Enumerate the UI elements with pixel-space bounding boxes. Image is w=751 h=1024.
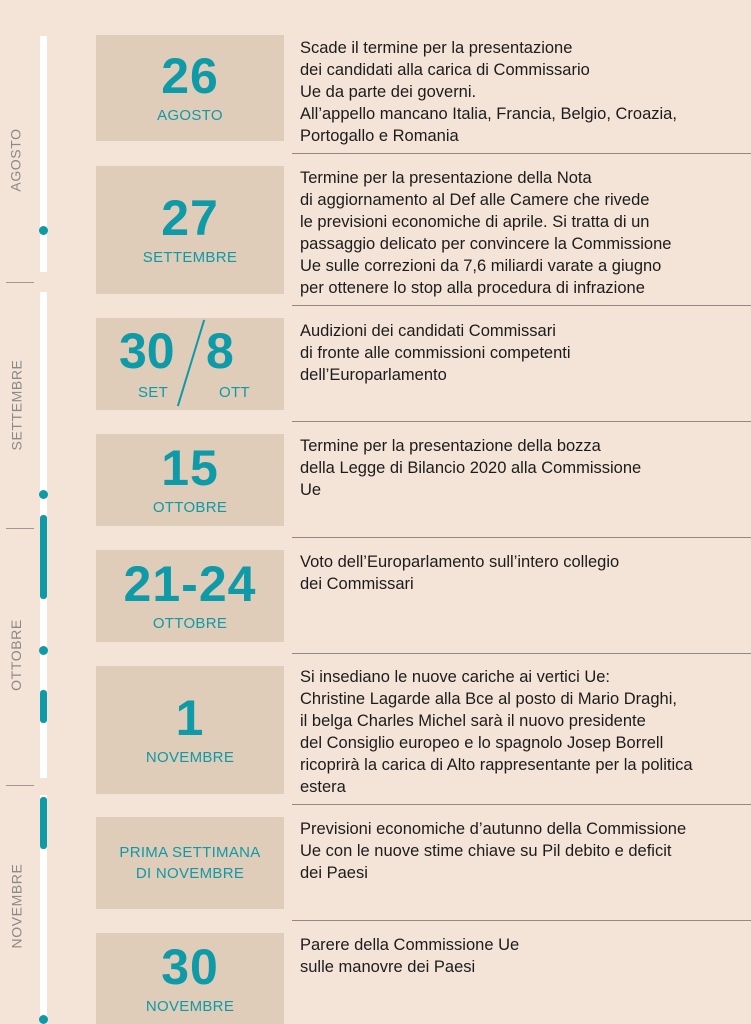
event-line: della Legge di Bilancio 2020 alla Commissione xyxy=(300,459,642,477)
date-box xyxy=(96,434,284,526)
timeline-marker-range xyxy=(40,515,47,599)
event-description xyxy=(300,320,748,386)
event-line: per ottenere lo stop alla procedura di infrazione xyxy=(300,279,645,297)
date-box xyxy=(96,550,284,642)
month-separator xyxy=(6,785,34,786)
date-day: 30 xyxy=(161,938,219,995)
date-box xyxy=(96,166,284,294)
event-description xyxy=(300,37,748,147)
month-label-text: NOVEMBRE xyxy=(8,863,24,949)
event-line: Voto dell’Europarlamento sull’intero collegio xyxy=(300,553,620,571)
month-label-settembre xyxy=(4,285,28,525)
month-separator xyxy=(6,528,34,529)
event-description xyxy=(300,934,748,978)
event-line: ricoprirà la carica di Alto rappresentante per la politica xyxy=(300,756,693,774)
timeline-marker-range xyxy=(40,690,47,723)
event-divider xyxy=(292,653,751,654)
month-label-text: SETTEMBRE xyxy=(8,359,24,451)
date-month: OTTOBRE xyxy=(152,499,228,516)
date-phrase-line: PRIMA SETTIMANA xyxy=(119,844,261,861)
timeline-marker-dot xyxy=(39,226,48,235)
date-month-end: OTT xyxy=(219,384,250,401)
date-range xyxy=(96,318,284,410)
month-label-ottobre xyxy=(4,530,28,780)
event-line: Ue xyxy=(300,481,322,499)
event-line: Previsioni economiche d’autunno della Commissione xyxy=(300,820,687,838)
timeline-marker-range xyxy=(40,797,47,849)
event-line: di aggiornamento al Def alle Camere che rivede xyxy=(300,191,650,209)
date-month: SETTEMBRE xyxy=(142,249,238,266)
event-line: Ue con le nuove stime chiave su Pil debito e deficit xyxy=(300,842,672,860)
event-line: Scade il termine per la presentazione xyxy=(300,39,573,57)
event-description xyxy=(300,666,748,798)
event-divider xyxy=(292,537,751,538)
event-divider xyxy=(292,305,751,306)
date-day: 1 xyxy=(175,690,205,746)
event-line: Christine Lagarde alla Bce al posto di Mario Draghi, xyxy=(300,690,677,708)
timeline-track xyxy=(40,292,47,520)
event-description xyxy=(300,818,748,884)
date-box xyxy=(96,666,284,794)
date-day-start: 30 xyxy=(119,323,175,379)
event-line: dei Paesi xyxy=(300,864,368,882)
event-line: di fronte alle commissioni competenti xyxy=(300,344,571,362)
event-line: Termine per la presentazione della Nota xyxy=(300,169,592,187)
event-line: dell’Europarlamento xyxy=(300,366,447,384)
event-description xyxy=(300,167,748,299)
event-line: passaggio delicato per convincere la Commissione xyxy=(300,235,672,253)
date-month: NOVEMBRE xyxy=(145,749,235,766)
date-day: 26 xyxy=(161,48,219,104)
event-line: del Consiglio europeo e lo spagnolo Josep Borrell xyxy=(300,734,664,752)
date-day-end: 8 xyxy=(206,323,234,379)
event-divider xyxy=(292,153,751,154)
event-line: Termine per la presentazione della bozza xyxy=(300,437,601,455)
timeline-track xyxy=(40,36,47,272)
timeline-marker-dot xyxy=(39,646,48,655)
event-line: Portogallo e Romania xyxy=(300,127,459,145)
event-divider xyxy=(292,421,751,422)
month-separator xyxy=(6,282,34,283)
event-description xyxy=(300,551,748,595)
event-line: Audizioni dei candidati Commissari xyxy=(300,322,556,340)
event-line: dei candidati alla carica di Commissario xyxy=(300,61,590,79)
event-line: dei Commissari xyxy=(300,575,414,593)
date-box xyxy=(96,35,284,141)
date-box xyxy=(96,817,284,909)
event-line: All’appello mancano Italia, Francia, Belgio, Croazia, xyxy=(300,105,677,123)
event-line: Parere della Commissione Ue xyxy=(300,936,520,954)
date-month: OTTOBRE xyxy=(152,615,228,632)
date-phrase-line: DI NOVEMBRE xyxy=(135,865,245,882)
date-day: 15 xyxy=(161,440,219,496)
month-label-novembre xyxy=(4,788,28,1024)
timeline-marker-dot xyxy=(39,490,48,499)
event-line: il belga Charles Michel sarà il nuovo presidente xyxy=(300,712,646,730)
date-month: NOVEMBRE xyxy=(145,997,235,1015)
date-month: AGOSTO xyxy=(157,107,223,124)
date-day: 27 xyxy=(161,190,219,246)
event-description xyxy=(300,435,748,501)
event-line: Ue sulle correzioni da 7,6 miliardi varate a giugno xyxy=(300,257,662,275)
month-label-agosto xyxy=(4,40,28,280)
date-month-start: SET xyxy=(138,384,169,401)
month-label-text: AGOSTO xyxy=(8,128,24,192)
date-box xyxy=(96,933,284,1024)
date-day: 21-24 xyxy=(123,556,257,612)
timeline-marker-dot xyxy=(39,1015,48,1024)
event-line: sulle manovre dei Paesi xyxy=(300,958,476,976)
event-line: le previsioni economiche di aprile. Si tratta di un xyxy=(300,213,650,231)
event-divider xyxy=(292,804,751,805)
date-box xyxy=(96,318,284,410)
month-label-text: OTTOBRE xyxy=(8,619,24,691)
event-line: Si insediano le nuove cariche ai vertici Ue: xyxy=(300,668,610,686)
event-divider xyxy=(292,920,751,921)
event-line: Ue da parte dei governi. xyxy=(300,83,477,101)
event-line: estera xyxy=(300,778,346,796)
date-range-slash xyxy=(177,320,205,407)
